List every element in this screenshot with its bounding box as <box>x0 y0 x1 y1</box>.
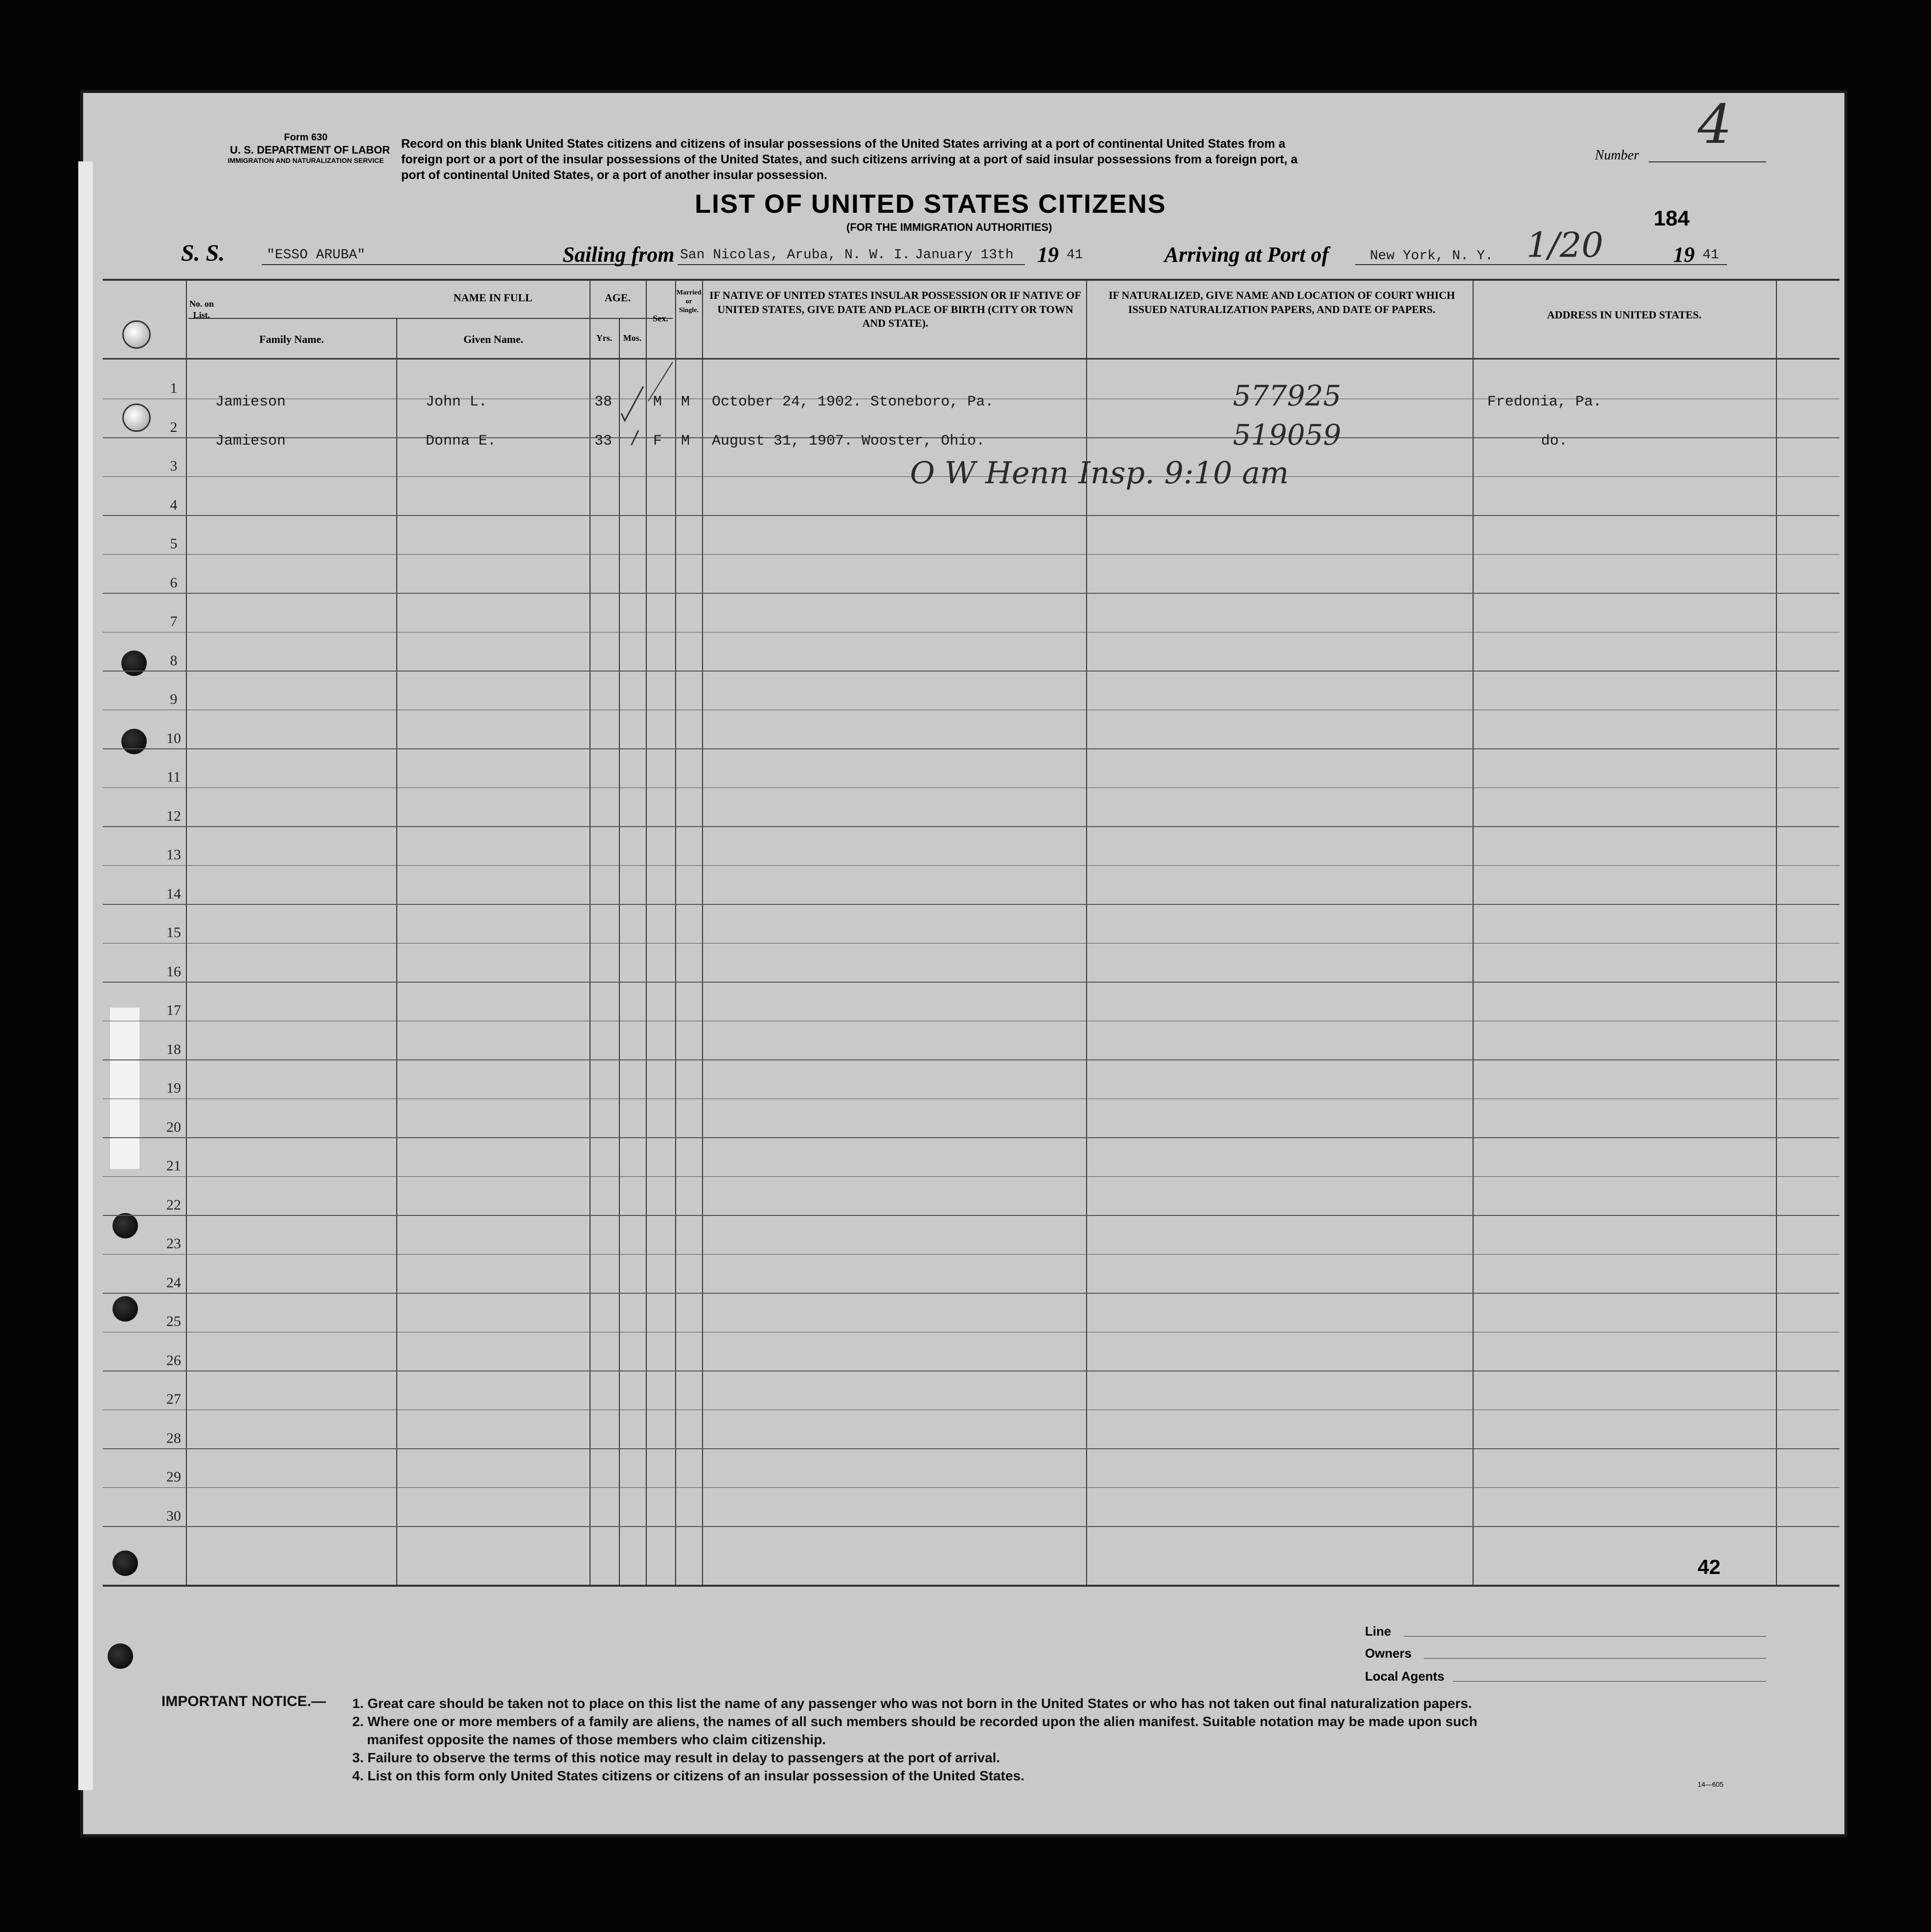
line-underline <box>1404 1636 1766 1637</box>
row-rule <box>103 554 1840 555</box>
arrival-date: 1/20 <box>1526 225 1604 265</box>
row2-yrs: 33 <box>594 433 613 449</box>
header-naturalized: IF NATURALIZED, GIVE NAME AND LOCATION OF COURT WHICH ISSUED NATURALIZATION PAPERS, AND DATE OF PAPERS. <box>1109 289 1455 315</box>
row-number: 9 <box>170 691 178 707</box>
row2-birth: August 31, 1907. Wooster, Ohio. <box>712 433 985 449</box>
row-rule <box>103 787 1840 788</box>
notice-item: 4. List on this form only United States citizens or citizens of an insular possession of the United States. <box>352 1768 1024 1783</box>
notice-item: manifest opposite the names of those members who claim citizenship. <box>367 1732 826 1747</box>
col-divider <box>702 279 703 1586</box>
notice-item: 3. Failure to observe the terms of this notice may result in delay to passengers at the port of arrival. <box>352 1750 1000 1765</box>
instruction-line: foreign port or a port of the insular possessions of the United States, and such citizens arriving at a port of said insular possessions from a foreign port, a <box>401 153 1298 166</box>
col-divider <box>590 279 591 1586</box>
arriving-label: Arriving at Port of <box>1164 243 1329 267</box>
form-number: Form 630 <box>284 132 328 143</box>
arriving-port: New York, N. Y. <box>1370 248 1494 264</box>
row2-family: Jamieson <box>215 433 286 449</box>
row2-sex: F <box>653 433 662 449</box>
arrival-year-prefix: 19 <box>1673 243 1695 267</box>
header-native: IF NATIVE OF UNITED STATES INSULAR POSSESSION OR IF NATIVE OF UNITED STATES, GIVE DATE AND PLACE OF BIRTH (CITY OR TOWN AND STATE). <box>709 289 1081 330</box>
row2-given: Donna E. <box>426 433 497 449</box>
form-code: 14—605 <box>1698 1780 1724 1788</box>
header-married: Married or Single. <box>676 289 702 315</box>
row1-yrs: 38 <box>594 394 613 410</box>
row-rule <box>103 1370 1840 1371</box>
row-rule <box>103 943 1840 944</box>
row-number: 5 <box>170 536 178 552</box>
arrival-year: 41 <box>1703 247 1719 263</box>
number-underline <box>1649 161 1766 162</box>
left-page-edge <box>78 161 93 1790</box>
punch-hole <box>113 1213 138 1238</box>
punch-hole <box>113 1296 138 1322</box>
col-divider <box>619 319 620 1586</box>
col-divider <box>646 279 647 1586</box>
ship-name: "ESSO ARUBA" <box>267 247 365 263</box>
row-number: 25 <box>166 1313 181 1329</box>
check-marks <box>619 357 678 445</box>
row-number: 10 <box>166 730 181 746</box>
row-rule <box>103 593 1840 594</box>
torn-paper-flap <box>110 1008 139 1169</box>
row-rule <box>103 1137 1840 1138</box>
owners-underline <box>1424 1658 1766 1659</box>
number-value: 4 <box>1698 93 1732 156</box>
agents-underline <box>1453 1681 1766 1682</box>
row-number: 11 <box>166 769 181 785</box>
service-name: IMMIGRATION AND NATURALIZATION SERVICE <box>227 157 384 164</box>
row-rule <box>103 1215 1840 1216</box>
header-sex: Sex. <box>653 314 668 323</box>
punch-hole <box>122 320 151 349</box>
punch-hole <box>121 729 147 754</box>
row-number: 13 <box>166 847 181 863</box>
row-number: 21 <box>166 1158 181 1174</box>
instruction-line: port of continental United States, or a port of another insular possession. <box>401 168 827 182</box>
sailing-from: San Nicolas, Aruba, N. W. I. <box>680 247 910 263</box>
line-label: Line <box>1365 1624 1391 1639</box>
header-name-in-full: NAME IN FULL <box>453 292 533 304</box>
form-sheet <box>83 93 1844 1834</box>
punch-hole <box>113 1550 138 1576</box>
row-number: 3 <box>170 458 178 474</box>
sailing-label: Sailing from <box>563 243 675 267</box>
department-name: U. S. DEPARTMENT OF LABOR <box>230 144 390 156</box>
row1-family: Jamieson <box>215 394 286 410</box>
row-number: 22 <box>166 1197 181 1213</box>
row-number: 23 <box>166 1236 181 1252</box>
row-number: 1 <box>170 380 178 396</box>
row-rule <box>103 671 1840 672</box>
row-rule <box>103 1059 1840 1060</box>
row-rule <box>103 1293 1840 1294</box>
sailing-year: 41 <box>1067 247 1083 263</box>
row-rule <box>103 1526 1840 1527</box>
row-number: 19 <box>166 1080 181 1096</box>
row-number: 29 <box>166 1469 181 1485</box>
header-age: AGE. <box>604 292 631 304</box>
row-rule <box>103 1254 1840 1255</box>
stamp-number: 184 <box>1654 206 1690 230</box>
page-title: LIST OF UNITED STATES CITIZENS <box>695 189 1166 219</box>
notice-title: IMPORTANT NOTICE.— <box>161 1693 326 1709</box>
row-number: 2 <box>170 419 178 435</box>
sailing-year-prefix: 19 <box>1037 243 1059 267</box>
row-number: 27 <box>166 1391 181 1407</box>
header-yrs: Yrs. <box>596 333 613 343</box>
header-mos: Mos. <box>623 333 642 343</box>
header-family: Family Name. <box>259 333 324 345</box>
header-no: No. on List. <box>189 299 214 320</box>
row-number: 15 <box>166 924 181 941</box>
row-number: 8 <box>170 652 178 669</box>
row-number: 12 <box>166 808 181 824</box>
table-bottom-rule <box>103 1585 1840 1587</box>
inspector-note: O W Henn Insp. 9:10 am <box>910 455 1289 491</box>
row1-married: M <box>681 394 690 410</box>
row-number: 30 <box>166 1508 181 1524</box>
table-top-rule <box>103 279 1840 281</box>
owners-label: Owners <box>1365 1646 1412 1661</box>
notice-list <box>352 1694 1477 1785</box>
page-count: 42 <box>1698 1555 1721 1578</box>
row1-sex: M <box>653 394 662 410</box>
row-number: 26 <box>166 1352 181 1369</box>
row-rule <box>103 1176 1840 1177</box>
row-number: 18 <box>166 1041 181 1057</box>
sailing-date: January 13th <box>915 247 1014 263</box>
punch-hole <box>108 1643 133 1669</box>
header-address: ADDRESS IN UNITED STATES. <box>1547 309 1702 321</box>
row1-address: Fredonia, Pa. <box>1487 394 1602 410</box>
agents-label: Local Agents <box>1365 1669 1445 1684</box>
row-number: 20 <box>166 1119 181 1135</box>
row-rule <box>103 1448 1840 1449</box>
col-divider <box>396 319 397 1586</box>
row-rule <box>103 865 1840 866</box>
ss-label: S. S. <box>181 240 225 266</box>
row-rule <box>103 515 1840 516</box>
row1-birth: October 24, 1902. Stoneboro, Pa. <box>712 394 994 410</box>
row-rule <box>103 826 1840 827</box>
row2-naturalized: 519059 <box>1233 418 1341 451</box>
row-number: 4 <box>170 497 178 513</box>
sailing-underline <box>678 264 1025 265</box>
page-subtitle: (FOR THE IMMIGRATION AUTHORITIES) <box>846 221 1052 233</box>
header-given: Given Name. <box>463 333 523 345</box>
row-rule <box>103 1487 1840 1488</box>
row1-given: John L. <box>426 394 488 410</box>
row-rule <box>103 982 1840 983</box>
col-divider <box>1473 279 1474 1586</box>
row-number: 14 <box>166 886 181 902</box>
notice-item: 1. Great care should be taken not to place on this list the name of any passenger who was not born in the United States or who has not taken out final naturalization papers. <box>352 1696 1472 1711</box>
punch-hole <box>121 651 147 676</box>
number-label: Number <box>1595 148 1639 163</box>
row1-naturalized: 577925 <box>1233 379 1341 412</box>
row-number: 7 <box>170 613 178 629</box>
punch-hole <box>122 404 151 432</box>
col-divider <box>1776 279 1777 1586</box>
row-number: 6 <box>170 575 178 591</box>
row-rule <box>103 904 1840 905</box>
row2-married: M <box>681 433 690 449</box>
row2-address: do. <box>1541 433 1568 449</box>
row-number: 17 <box>166 1002 181 1018</box>
row-rule <box>103 748 1840 749</box>
row-number: 24 <box>166 1275 181 1291</box>
row-number: 28 <box>166 1430 181 1446</box>
notice-item: 2. Where one or more members of a family are aliens, the names of all such members should be recorded upon the alien manifest. Suitable notation may be made upon such <box>352 1714 1477 1729</box>
instructions <box>401 136 1297 183</box>
row-number: 16 <box>166 964 181 980</box>
instruction-line: Record on this blank United States citizens and citizens of insular possessions of the United States arriving at a port of continental United States from a <box>401 137 1286 151</box>
header-bottom-rule <box>103 358 1840 359</box>
col-divider <box>675 279 676 1586</box>
